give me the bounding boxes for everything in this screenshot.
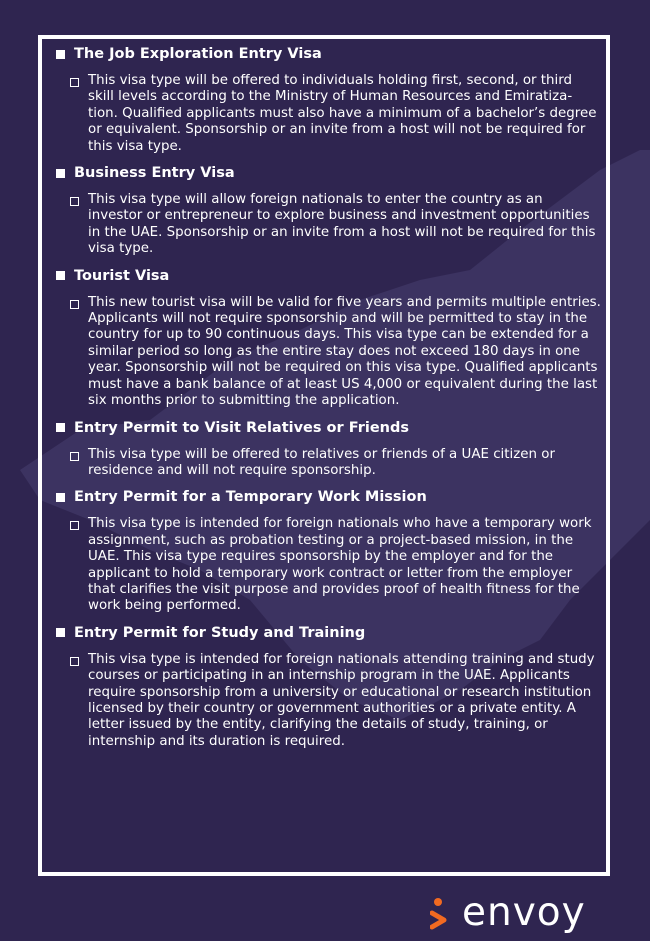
section-heading: [56, 418, 601, 438]
section-tourist: [56, 266, 601, 410]
square-bullet-icon: [56, 423, 65, 432]
section-business-entry: [56, 163, 601, 258]
square-bullet-icon: [56, 271, 65, 280]
square-bullet-icon: [56, 50, 65, 59]
heading-text: Entry Permit for Study and Training: [74, 624, 366, 641]
section-job-exploration: [56, 44, 601, 155]
item-text: This new tourist visa will be valid for five years and permits multiple entries. Applicants will not require sponsorship and will be permitted to stay in the country for up to 90 continuous days. This visa type can be extended for a similar period so long as the entire stay does not exceed 180 days in one year. Sponsorship will not be required on this visa type. Qualified applicants must have a bank balance of at least US 4,000 or equivalent during the last six months prior to submitting the application.: [88, 294, 601, 409]
envoy-logo: [430, 890, 610, 935]
list-item: [56, 192, 601, 258]
square-bullet-icon: [56, 628, 65, 637]
heading-text: Tourist Visa: [74, 267, 170, 284]
heading-text: Business Entry Visa: [74, 165, 235, 182]
section-heading: [56, 44, 601, 64]
hollow-square-bullet-icon: [70, 521, 79, 530]
list-item: [56, 73, 601, 155]
section-heading: [56, 266, 601, 286]
section-heading: [56, 487, 601, 507]
hollow-square-bullet-icon: [70, 657, 79, 666]
item-text: This visa type will allow foreign nationals to enter the country as an investor or entrepreneur to explore business and investment opportunities in the UAE. Sponsorship or an invite from a host will not be required for this visa type.: [88, 192, 596, 257]
hollow-square-bullet-icon: [70, 78, 79, 87]
section-study-training: [56, 623, 601, 750]
list-item: [56, 447, 601, 480]
heading-text: Entry Permit for a Temporary Work Mission: [74, 489, 427, 506]
item-text: This visa type is intended for foreign nationals attending training and study courses or participating in an internship program in the UAE. Applicants require sponsorship from a university or educational or research institution licensed by their country or government authorities or a private entity. A letter issued by the entity, clarifying the details of study, training, or internship and its duration is required.: [88, 651, 595, 749]
hollow-square-bullet-icon: [70, 197, 79, 206]
envoy-logo-mark-icon: [430, 895, 458, 931]
section-heading: [56, 623, 601, 643]
section-temporary-work: [56, 487, 601, 614]
item-text: This visa type will be offered to relatives or friends of a UAE citizen or residence and will not require sponsorship.: [88, 446, 555, 478]
list-item: [56, 295, 601, 410]
heading-text: Entry Permit to Visit Relatives or Friends: [74, 419, 409, 436]
section-heading: [56, 163, 601, 183]
list-item: [56, 516, 601, 614]
hollow-square-bullet-icon: [70, 300, 79, 309]
item-text: This visa type will be offered to individuals holding first, second, or third skill levels according to the Ministry of Human Resources and Emiratiza-tion. Qualified applicants must also have a minimum of a bachelor’s degree or equivalent. Sponsorship or an invite from a host will not be required for this visa type.: [88, 73, 597, 154]
item-text: This visa type is intended for foreign nationals who have a temporary work assignment, such as probation testing or a project-based mission, in the UAE. This visa type requires sponsorship by the employer and for the applicant to hold a temporary work contract or letter from the employer that clarifies the visit purpose and provides proof of health fitness for the work being performed.: [88, 516, 592, 614]
section-visit-relatives: [56, 418, 601, 480]
hollow-square-bullet-icon: [70, 452, 79, 461]
visa-list: [56, 44, 601, 758]
square-bullet-icon: [56, 493, 65, 502]
list-item: [56, 652, 601, 750]
heading-text: The Job Exploration Entry Visa: [74, 46, 322, 62]
envoy-logo-wordmark: envoy: [462, 890, 586, 935]
square-bullet-icon: [56, 169, 65, 178]
